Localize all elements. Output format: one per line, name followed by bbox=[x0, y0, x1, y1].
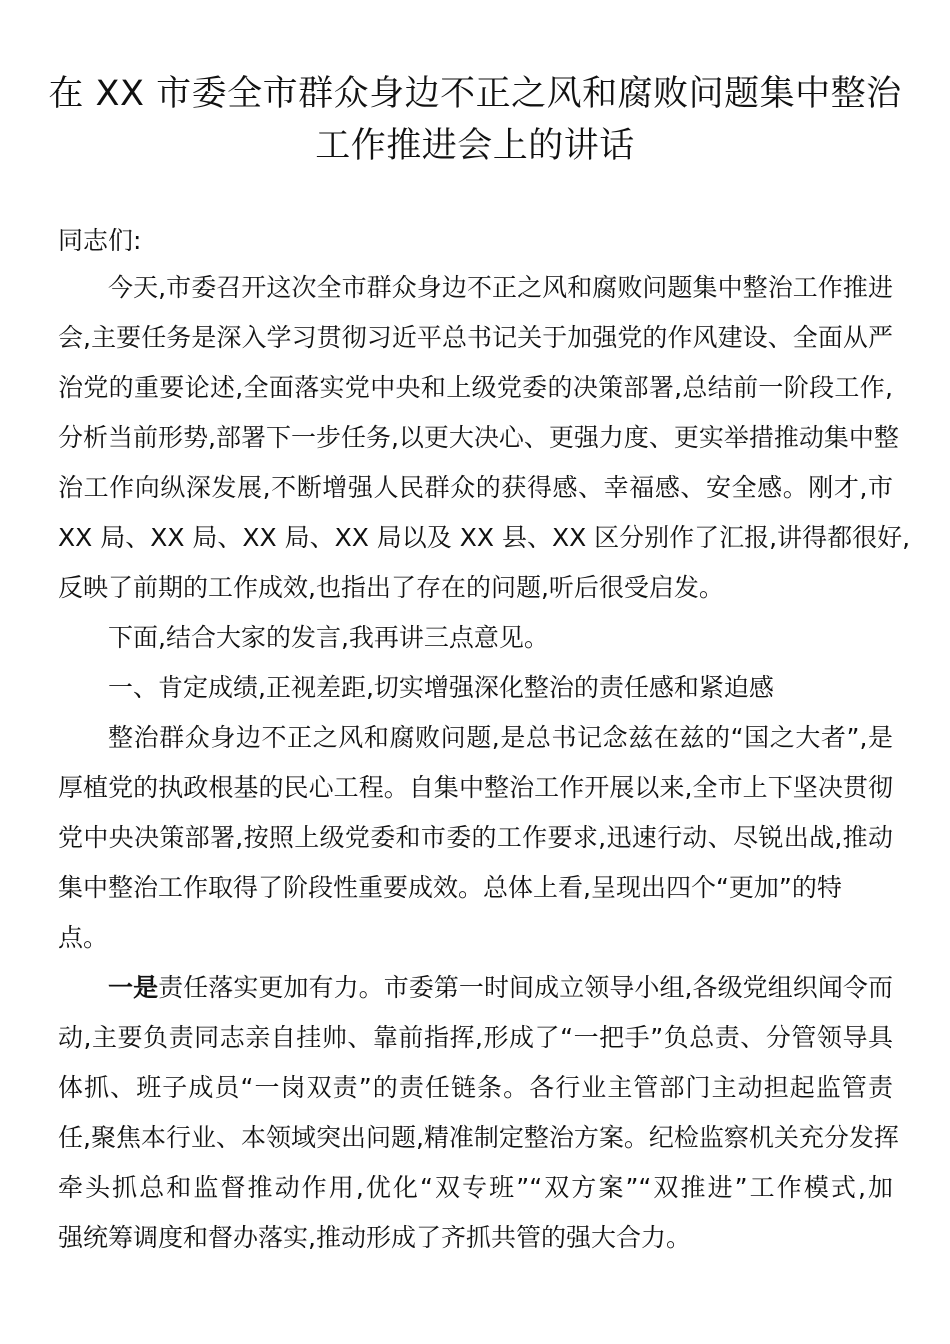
paragraph-1-line: XX 局、XX 局、XX 局、XX 局以及 XX 县、XX 区分别作了汇报,讲得都很好, bbox=[58, 523, 911, 552]
document-title bbox=[40, 68, 910, 172]
section-heading-1: 一、肯定成绩,正视差距,切实增强深化整治的责任感和紧迫感 bbox=[108, 673, 774, 702]
title-line-1: 在 XX 市委全市群众身边不正之风和腐败问题集中整治 bbox=[48, 74, 902, 114]
paragraph-4-line: 任,聚焦本行业、本领域突出问题,精准制定整治方案。纪检监察机关充分发挥 bbox=[58, 1123, 899, 1152]
paragraph-2: 下面,结合大家的发言,我再讲三点意见。 bbox=[108, 623, 549, 652]
paragraph-4-line: 强统筹调度和督办落实,推动形成了齐抓共管的强大合力。 bbox=[58, 1223, 691, 1252]
paragraph-3-line: 整治群众身边不正之风和腐败问题,是总书记念兹在兹的“国之大者”,是 bbox=[108, 723, 893, 752]
paragraph-4-line: 动,主要负责同志亲自挂帅、靠前指挥,形成了“一把手”负总责、分管领导具 bbox=[58, 1023, 893, 1052]
paragraph-1-line: 治党的重要论述,全面落实党中央和上级党委的决策部署,总结前一阶段工作, bbox=[58, 373, 893, 402]
paragraph-4-line: 牵头抓总和监督推动作用,优化“双专班”“双方案”“双推进”工作模式,加 bbox=[58, 1173, 893, 1202]
paragraph-1-line: 治工作向纵深发展,不断增强人民群众的获得感、幸福感、安全感。刚才,市 bbox=[58, 473, 893, 502]
salutation: 同志们: bbox=[58, 226, 142, 255]
paragraph-1-line: 分析当前形势,部署下一步任务,以更大决心、更强力度、更实举措推动集中整 bbox=[58, 423, 899, 452]
paragraph-4-line-text: 责任落实更加有力。市委第一时间成立领导小组,各级党组织闻令而 bbox=[158, 973, 893, 1002]
paragraph-3-line: 党中央决策部署,按照上级党委和市委的工作要求,迅速行动、尽锐出战,推动 bbox=[58, 823, 893, 852]
paragraph-3-line: 点。 bbox=[58, 923, 109, 952]
paragraph-1-line: 会,主要任务是深入学习贯彻习近平总书记关于加强党的作风建设、全面从严 bbox=[58, 323, 893, 352]
paragraph-4-lead: 一是 bbox=[108, 973, 159, 1002]
paragraph-4-line bbox=[108, 971, 893, 1005]
paragraph-4-line: 体抓、班子成员“一岗双责”的责任链条。各行业主管部门主动担起监管责 bbox=[58, 1073, 893, 1102]
paragraph-3-line: 集中整治工作取得了阶段性重要成效。总体上看,呈现出四个“更加”的特 bbox=[58, 873, 842, 902]
paragraph-1-line: 反映了前期的工作成效,也指出了存在的问题,听后很受启发。 bbox=[58, 573, 724, 602]
title-line-2: 工作推进会上的讲话 bbox=[315, 126, 635, 166]
paragraph-3-line: 厚植党的执政根基的民心工程。自集中整治工作开展以来,全市上下坚决贯彻 bbox=[58, 773, 893, 802]
paragraph-1-line: 今天,市委召开这次全市群众身边不正之风和腐败问题集中整治工作推进 bbox=[108, 273, 893, 302]
